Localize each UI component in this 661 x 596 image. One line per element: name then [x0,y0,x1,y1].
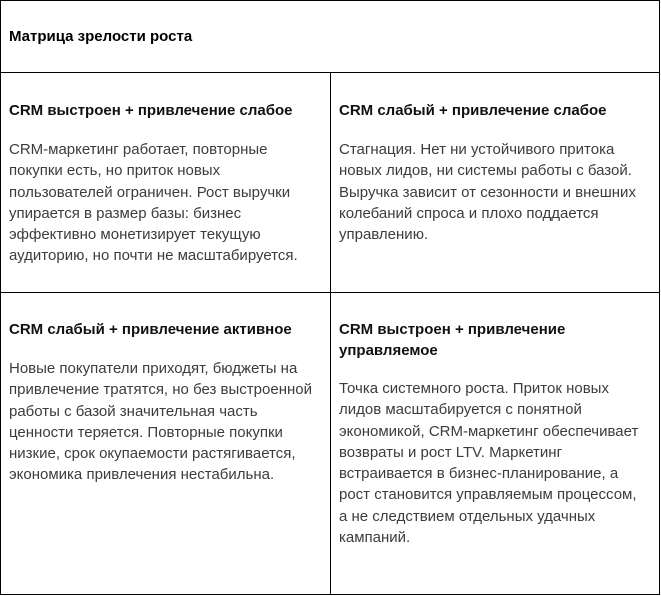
cell-description: Точка системного роста. Приток новых лидов масштабируется с понятной экономикой, CRM-маркетинг обеспечивает возвраты и рост LTV. Маркетинг встраивается в бизнес-планирование, а рост становится управляемым процессом, а не следствием отдельных удачных кампаний. [339,380,639,547]
matrix-cell-crm-weak-acquisition-active [1,292,331,594]
cell-heading: CRM выстроен + привлечение управляемое [339,321,566,359]
matrix-title-row [1,1,659,73]
cell-heading: CRM выстроен + привлечение слабое [9,102,293,119]
matrix-title: Матрица зрелости роста [9,28,193,45]
matrix-cell-crm-weak-acquisition-weak [331,73,659,293]
matrix-cell-crm-strong-acquisition-weak [1,73,331,293]
matrix-cell-crm-strong-acquisition-managed [331,292,659,594]
cell-heading: CRM слабый + привлечение активное [9,321,292,338]
cell-description: Новые покупатели приходят, бюджеты на привлечение тратятся, но без выстроенной работы с базой значительная часть ценности теряется. Повторные покупки низкие, срок окупаемости растягивается, экономика привлечения нестабильна. [9,360,312,484]
cell-description: Стагнация. Нет ни устойчивого притока новых лидов, ни системы работы с базой. Выручка зависит от сезонности и внешних колебаний спроса и плохо поддается управлению. [339,141,636,244]
cell-heading: CRM слабый + привлечение слабое [339,102,607,119]
cell-description: CRM-маркетинг работает, повторные покупки есть, но приток новых пользователей ограничен. Рост выручки упирается в размер базы: бизнес эффективно монетизирует текущую аудиторию, но почти не масштабируется. [9,141,298,265]
